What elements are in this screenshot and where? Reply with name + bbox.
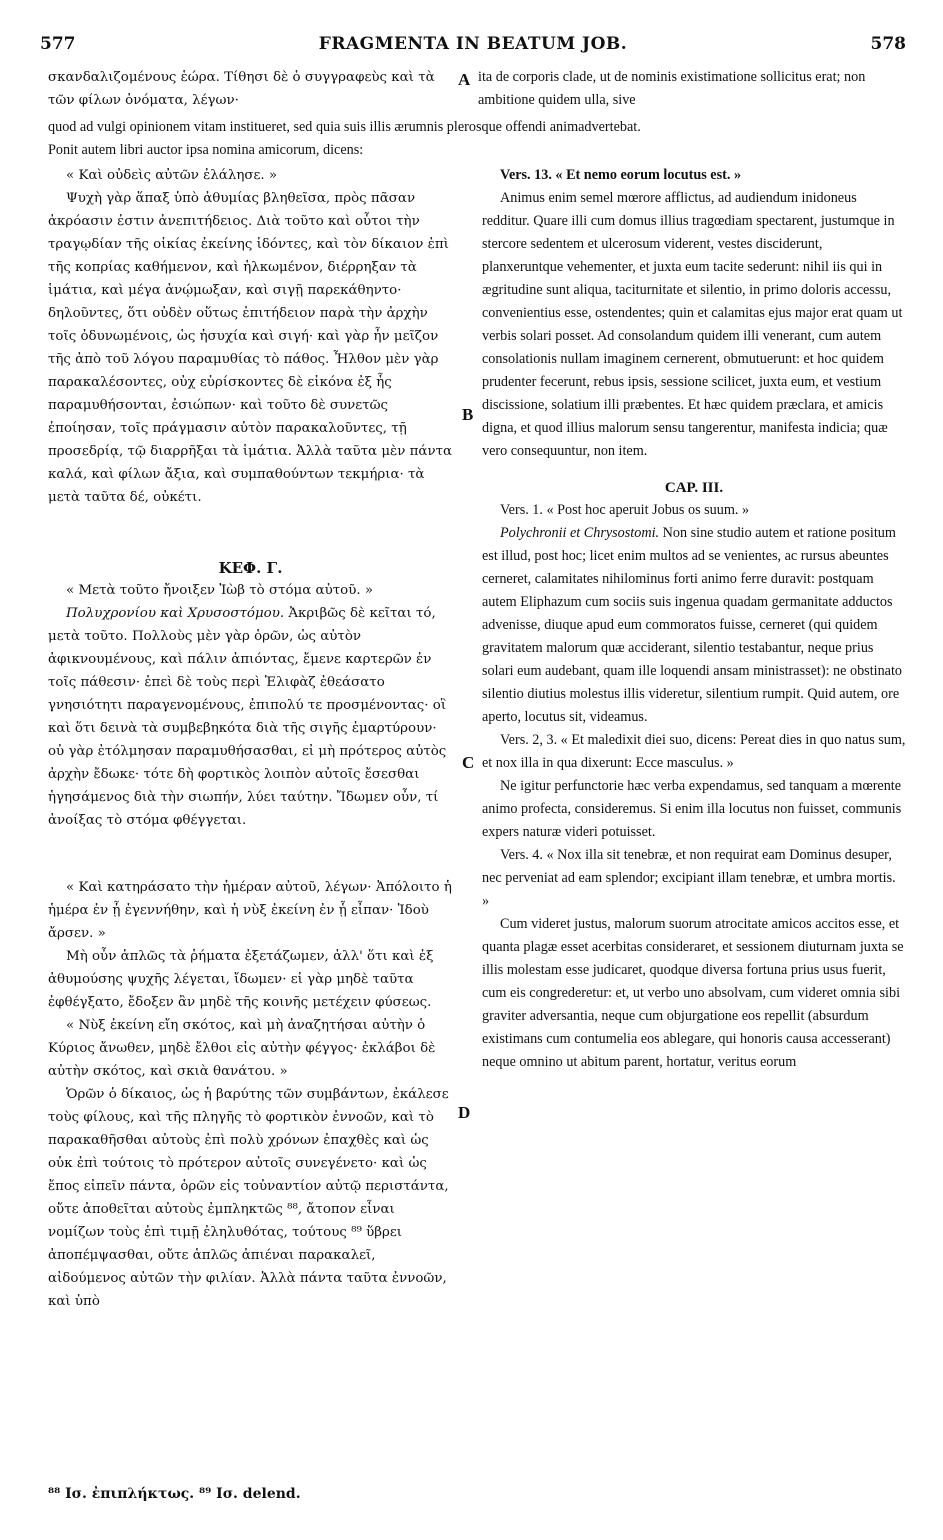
author-attribution: Πολυχρονίου καὶ Χρυσοστόμου. (66, 606, 285, 621)
page-header (40, 34, 906, 58)
verse-quote: Vers. 1. « Post hoc aperuit Jobus os suum. » (500, 502, 750, 518)
verse-quote: « Μετὰ τοῦτο ἤνοιξεν Ἰὼβ τὸ στόμα αὐτοῦ. » (66, 583, 374, 598)
margin-marker-b: B (462, 405, 474, 424)
verse-quote: Vers. 4. « Nox illa sit tenebræ, et non requirat eam Dominus desuper, nec perveniat ad eam splendor; excipiant illam tenebræ, et umbra mortis. » (482, 847, 896, 909)
page-number-right: 578 (870, 34, 906, 54)
commentary-paragraph: Ὁρῶν ὁ δίκαιος, ὡς ἡ βαρύτης τῶν συμβάντων, ἐκάλεσε τοὺς φίλους, καὶ τῆς πληγῆς τὸ φορτικὸν ἐννοῶν, καὶ τὸ παρακαθῆσθαι αὐτοὺς ἐπὶ πολὺ χρόνων ἐπαχθὲς καὶ ὡς οὐκ ἐπὶ τούτοις τὸ πρότερον αὐτοῖς συνεγένετο· καὶ ὡς ἔπος εἰπεῖν πάντα, ὁρῶν εἰς τοὐναντίον αὐτῷ περιστάντα, οὔτε ἀποθεῖται αὐτοὺς ἐμπληκτῶς ⁸⁸, ἄτοπον εἶναι νομίζων τοὺς ἐπὶ τιμῇ ἐληλυθότας, τούτους ⁸⁹ ὕβρει ἀποπέμψασθαι, οὔτε ἁπλῶς ἀπιέναι παρακαλεῖ, αἰδούμενος αὐτῶν τὴν φιλίαν. Ἀλλὰ πάντα ταῦτα ἐννοῶν, καὶ ὑπὸ (48, 1087, 449, 1309)
commentary-paragraph: Ψυχὴ γὰρ ἅπαξ ὑπὸ ἀθυμίας βληθεῖσα, πρὸς πᾶσαν ἀκρόασιν ἐστιν ἀνεπιτήδειος. Διὰ τοῦτο καὶ οὗτοι τὴν τραγῳδίαν τῆς οἰκίας ἐκείνης ἰδόντες, καὶ τὸν δίκαιον ἐπὶ τῆς κοπρίας καθήμενον, καὶ ἡλκωμένον, διέρρηξαν τὰ ἱμάτια, καὶ μέγα ἀνῴμωξαν, καὶ σιγῇ παρεκάθηντο· δηλοῦντες, ὅτι οὐδὲν οὕτως ἐπιτήδειον παρὰ τὴν ἀρχὴν τοῖς ὀδυνωμένοις, ὡς ἡσυχία καὶ σιγή· καὶ γὰρ ἦν μεῖζον τῆς ἀπὸ τοῦ λόγου παραμυθίας τὸ πάθος. Ἦλθον μὲν γὰρ παρακαλέσοντες, οὐχ εὑρίσκοντες δὲ εἰκόνα ἐξ ἧς παραμυθήσονται, ἐσιώπων· καὶ τοῦτο δὲ συνετῶς ἐποίησαν, τοῖς πράγμασιν αὐτὸν παρακαλοῦντες, τῇ προσεδρίᾳ, τῷ διαρρῆξαι τὰ ἱμάτια. Ἀλλὰ ταῦτα μὲν πάντα καλά, καὶ φίλων ἄξια, καὶ συμπαθούντων τεκμήρια· τὰ μετὰ ταῦτα δέ, οὐκέτι. (48, 191, 453, 505)
verse-quote: « Καὶ οὐδεὶς αὐτῶν ἐλάλησε. » (66, 168, 278, 183)
margin-marker-d: D (458, 1103, 471, 1122)
verse-quote: « Καὶ κατηράσατο τὴν ἡμέραν αὐτοῦ, λέγων· Ἀπόλοιτο ἡ ἡμέρα ἐν ᾗ ἐγεννήθην, καὶ ἡ νὺξ ἐκείνη ἐν ᾗ εἶπαν· Ἰδοὺ ἄρσεν. » (48, 880, 452, 941)
latin-paragraph: ita de corporis clade, ut de nominis existimatione sollicitus erat; non ambitione quidem ulla, sive (478, 69, 866, 108)
full-width-line-2: Ponit autem libri auctor ipsa nomina amicorum, dicens: (48, 142, 364, 158)
commentary-paragraph: Μὴ οὖν ἁπλῶς τὰ ῥήματα ἐξετάζωμεν, ἀλλ' ὅτι καὶ ἐξ ἀθυμούσης ψυχῆς λέγεται, ἴδωμεν· εἰ γὰρ μηδὲ ταῦτα ἐφθέγξατο, ἔδοξεν ἂν μηδὲ τῆς κοινῆς μετέχειν φύσεως. (48, 949, 434, 1010)
full-width-line-1: quod ad vulgi opinionem vitam institueret, sed quia suis illis ærumnis plerosque offendi animadvertebat. (48, 119, 641, 135)
top-left-greek (48, 66, 453, 112)
commentary-paragraph: Ne igitur perfunctorie hæc verba expendamus, sed tanquam a mœrente animo profecta, consideremus. Si enim illa locutus non fuisset, communis expers naturæ videri potuisset. (482, 778, 902, 840)
verse-quote: Vers. 13. « Et nemo eorum locutus est. » (500, 167, 742, 183)
commentary-paragraph (48, 602, 453, 832)
chapter-heading: CAP. III. (664, 480, 724, 496)
commentary-paragraph (482, 522, 906, 729)
margin-marker-a: A (458, 70, 471, 89)
commentary-paragraph: Animus enim semel mœrore afflictus, ad audiendum inidoneus redditur. Quare illi cum domus illius tragœdiam spectarent, justumque in stercore sedentem et ulcerosum viderent, vestes disciderunt, planxeruntque vehementer, et juxta eum tacite sederunt: nihil iis qui in ægritudine sunt aliqua, taciturnitate et silentio, in primo doloris accessu, convenientius esse, ostendentes; quin et calamitas ejus major erat quam ut verbis solari posset. Ad consolandum quidem illi venerant, cum autem consolationis nullam imaginem cernerent, obmutuerunt: et hoc quidem prudenter fecerunt, rebus ipsis, sessione scilicet, juxta eum, et vestium discissione, solatium illi præbentes. Et hæc quidem præclara, et amicis digna, et quod illius malorum sensu tangerentur, manifesta indicia; quæ vero consequuntur, non item. (482, 190, 903, 459)
running-title: FRAGMENTA IN BEATUM JOB. (318, 34, 628, 54)
commentary-text: Non sine studio autem et ratione positum est illud, post hoc; licet enim multos ad se venientes, ac rursus abeuntes cerneret, calamitates nihilominus forti animo ferre duravit: postquam autem Eliphazum cum sociis suis ingenua quadam germanitate adductos advenisse, diuque apud eum commoratos fuisse, cerneret (qui quidem gravitatem malorum quæ acciderant, silentio testabantur, neque prius solari eum audebant, quam ille loquendi ansam ministrasset): ne obstinato silentio diutius molestus illis videretur, silentium rumpit. Quid autem, ore aperto, locutus sit, videamus. (482, 525, 903, 725)
footnotes: ⁸⁸ Ισ. ἐπιπλήκτως. ⁸⁹ Ισ. delend. (48, 1486, 301, 1502)
left-column (48, 164, 453, 1480)
verse-quote: Vers. 2, 3. « Et maledixit diei suo, dicens: Pereat dies in quo natus sum, et nox illa in qua dixerunt: Ecce masculus. » (482, 732, 906, 771)
margin-marker-c: C (462, 753, 475, 772)
verse-quote: « Νὺξ ἐκείνη εἴη σκότος, καὶ μὴ ἀναζητήσαι αὐτὴν ὁ Κύριος ἄνωθεν, μηδὲ ἔλθοι εἰς αὐτὴν φέγγος· ἐκλάβοι δὲ αὐτὴν σκότος, καὶ σκιὰ θανάτου. » (48, 1018, 436, 1079)
top-right-latin (478, 66, 906, 112)
page-number-left: 577 (40, 34, 76, 54)
commentary-paragraph: Cum videret justus, malorum suorum atrocitate amicos accitos esse, et quanta plagæ esset acerbitas consideraret, et sessionem diuturnam juxta se illis molestam esse judicaret, quodque diversa fortuna prius usus fuerit, cum eis congrederetur: et, ut verbo uno absolvam, cum videret omnia sibi graviter adversantia, neque cum objurgatione eos repellit (absurdum existimans cum contumelia eos ablegare, qui honoris causa accesserant) neque omnino ut abitum parent, hortatur, veritus eorum (482, 916, 904, 1070)
commentary-text: Ἀκριβῶς δὲ κεῖται τό, μετὰ τοῦτο. Πολλοὺς μὲν γὰρ ὁρῶν, ὡς αὐτὸν ἀφικνουμένους, καὶ πάλιν ἀπιόντας, ἔμενε καρτερῶν ἐν τοῖς πάθεσιν· ἐπεὶ δὲ τοὺς περὶ Ἐλιφὰζ ἐθεάσατο γνησιότητι παραγενομένους, ἐπιπολύ τε προσμένοντας· οἳ καὶ ὅτι δεινὰ τὰ συμβεβηκότα διὰ τῆς σιγῆς ἐμαρτύρουν· οὐ γὰρ ἐτόλμησαν παραμυθήσασθαι, εἰ μὴ πρότερος αὐτὸς ἀρχὴν ἔδωκε· τότε δὴ φορτικὸς λοιπὸν αὐτοῖς ἔσεσθαι ἡγησάμενος διὰ τὴν σιωπήν, λύει ταύτην. Ἴδωμεν οὖν, τί ἀνοίξας τὸ στόμα φθέγγεται. (48, 606, 447, 828)
chapter-heading: ΚΕΦ. Γ. (218, 559, 283, 577)
right-column (482, 164, 906, 1480)
author-attribution: Polychronii et Chrysostomi. (500, 525, 660, 541)
greek-paragraph: σκανδαλιζομένους ἑώρα. Τίθησι δὲ ὁ συγγραφεὺς καὶ τὰ τῶν φίλων ὀνόματα, λέγων· (48, 70, 435, 108)
